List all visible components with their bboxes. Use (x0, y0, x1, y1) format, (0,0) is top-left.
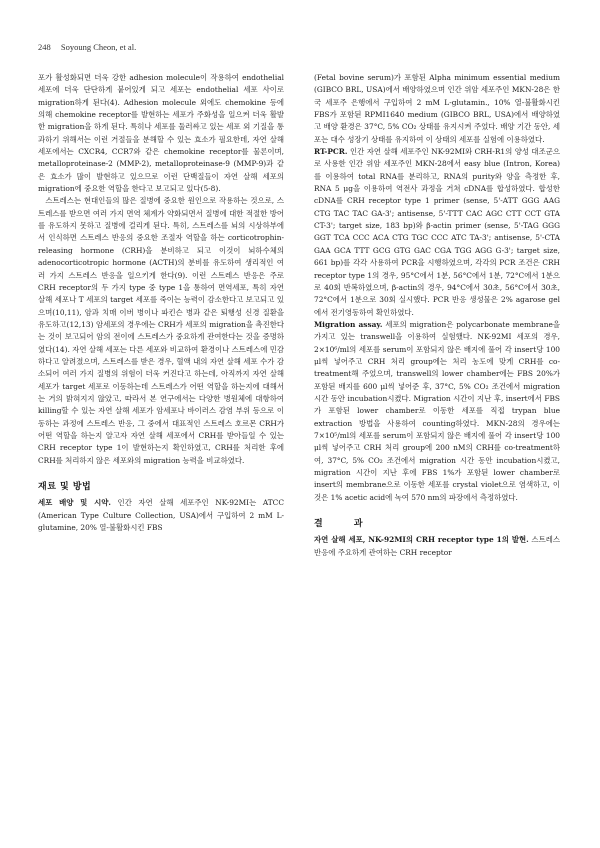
migration-text: 세포의 migration은 polycarbonate membrane을 가지고 있는 transwell을 이용하여 실험했다. NK-92MI 세포의 경우, 2×10⁶/ml의 세포를 serum이 포함되지 않은 배지에 풀어 각 insert당 100 μl씩 넣어주고 CRH 처리 group에는 처리 농도에 맞게 CRH를 co-treatment해 주었으며, transwell의 lower chamber에는 FBS 20%가 포함된 배지를 600 μl씩 넣어준 후, 37°C, 5% CO₂ 조건에서 migration 시간 동안 incubation시켰다. Migration 시간이 지난 후, insert에서 FBS가 포함된 lower chamber로 이동한 세포를 직접 trypan blue extraction 방법을 사용하여 counting하였다. MKN-28의 경우에는 7×10⁵/ml의 세포를 serum이 포함되지 않은 배지에 풀어 각 insert당 100 μl씩 넣어주고 CRH 처리 group에 200 nM의 CRH를 co-treatment하여, 37°C, 5% CO₂ 조건에서 migration 시간 동안 incubation시켰고, migration 시간이 지난 후에 FBS 1%가 포함된 lower chamber로 insert의 membrane으로 이동한 세포를 crystal violet으로 염색하고, 이것은 1% acetic acid에 녹여 570 nm의 파장에서 측정하였다. (314, 319, 560, 502)
results-heading: 결 과 (314, 519, 377, 530)
results-title: 자연 살해 세포, NK-92MI의 CRH receptor type 1의 발현. (314, 535, 529, 545)
results-paragraph (314, 534, 560, 559)
culture-title: 세포 배양 및 시약. (38, 498, 111, 508)
migration-title: Migration assay. (314, 319, 383, 329)
stress-paragraph: 스트레스는 현대인들의 많은 질병에 중요한 원인으로 작용하는 것으로, 스트레스를 받으면 여러 가지 면역 체계가 약화되면서 질병에 대한 적절한 방어를 유도하지 못하고 질병에 걸리게 된다. 특히, 스트레스를 뇌의 시상하부에서 인식하면 스트레스 반응의 중요한 조절자 역할을 하는 corticotrophin-releasing hormone (CRH)을 분비하고 되고 이것이 뇌하수체의 adenocorticotropic hormone (ACTH)의 분비를 유도하여 생리적인 여러 가지 스트레스 반응을 일으키게 한다(9). 이런 스트레스 반응은 주로 CRH receptor의 두 가지 type 중 type 1을 통하여 면역세포, 특히 자연 살해 세포나 T 세포의 target 세포를 죽이는 능력이 감소한다고 보고되고 있으며(10,11), 암과 치매 이버 병이나 파킨슨 병과 같은 퇴행성 신경 질환을 유도하고(12,13) 암세포의 경우에는 CRH가 세포의 migration을 촉진한다는 것이 보고되어 암의 전이에 스트레스가 중요하게 관여한다는 것을 증명하였다(14). 자연 살해 세포는 다른 세포와 비교하여 환경이나 스트레스에 민감하다고 알려졌으며, 스트레스를 받은 경우, 혈액 내의 자연 살해 세포 수가 감소되어 여러 가지 질병의 위험이 더욱 커진다고 하는데, 아직까지 자연 살해 세포가 target 세포로 이동하는데 스트레스가 어떤 역할을 하는지에 대해서는 거의 밝혀지지 않았고, 따라서 본 연구에서는 다양한 병원체에 대항하여 killing할 수 있는 자연 살해 세포가 암세포나 바이러스 감염 부위 등으로 이동하는 과정에 스트레스 반응, 그 중에서 대표적인 스트레스 호르몬 CRH가 어떤 역할을 하는지 알고자 자연 살해 세포에서 CRH를 받아들일 수 있는 CRH receptor type 1이 발현하는지 확인하였고, CRH를 처리한 후에 CRH를 처리하지 않은 세포와의 migration 능력을 비교하였다. (38, 196, 284, 465)
methods-heading: 재료 및 방법 (38, 482, 92, 492)
rtpcr-text: 인간 자연 살해 세포주인 NK-92MI와 CRH-R1의 양성 대조군으로 사용한 인간 위암 세포주인 MKN-28에서 easy blue (Intron, Korea)를 이용하여 total RNA를 분리하고, RNA의 purity와 양을 측정한 후, RNA 5 μg을 이용하여 역전사 과정을 거쳐 cDNA를 합성하였다. 합성한 cDNA를 CRH receptor type 1 primer (sense, 5'-ATT GGG AAG CTG TAC TAC GA-3'; antisense, 5'-TTT CAC AGC CTT CCT GTA CT-3'; target size, 183 bp)와 β-actin primer (sense, 5'-TAG GGG GGT TCA CCC ACA CTG TGC CCC ATC TA-3'; antisense, 5'-CTA GAA GCA TTT GCG GTG GAC CGA TGG AGG G-3'; target size, 661 bp)를 각각 사용하여 PCR을 시행하였으며, 각각의 PCR 조건은 CRH receptor type 1의 경우, 95°C에서 1분, 56°C에서 1분, 72°C에서 1분으로 40회 반복하였으며, β-actin의 경우, 94°C에서 30초, 56°C에서 30초, 72°C에서 1분으로 30회 실시했다. PCR 반응 생성물은 2% agarose gel에서 전기영동하여 확인하였다. (314, 147, 560, 317)
results-text: 스트레스 반응에 주요하게 관여하는 CRH receptor (314, 535, 560, 557)
running-header (38, 42, 136, 52)
rtpcr-title: RT-PCR. (314, 147, 348, 157)
intro-paragraph: 포가 활성화되면 더욱 강한 adhesion molecule이 작용하여 endothelial 세포에 더욱 단단하게 붙어있게 되고 세포는 endothelial 세포 사이로 migration하게 된다(4). Adhesion molecule 외에도 chemokine 등에 의해 chemokine receptor를 발현하는 세포가 주화성을 일으켜 더욱 활발한 migration을 하게 된다. 특히나 세포를 둘러싸고 있는 세포 외 기질을 통과하기 위해서는 이런 거절들을 분해할 수 있는 효소가 필요한데, 자연 살해 세포에서는 CXCR4, CCR7와 같은 chemokine receptor를 물론이며, metalloproteinase-2 (MMP-2), metalloproteinase-9 (MMP-9)과 같은 효소가 많이 발현하고 있으므로 이런 단백질들이 자연 살해 세포의 migration에 중요한 역할을 한다고 보고되고 있다(5-8). (38, 73, 284, 194)
right-column (314, 72, 560, 559)
culture-continued-paragraph: (Fetal bovine serum)가 포함된 Alpha minimum essential medium (GIBCO BRL, USA)에서 배양하였으며 인간 위암 세포주인 MKN-28은 한국 세포주 은행에서 구입하여 2 mM L-glutamin., 10% 열-불활화시킨 FBS가 포함된 RPMI1640 medium (GIBCO BRL, USA)에서 배양하였고 배양 환경은 37°C, 5% CO₂ 상태를 유지시켜 주었다. 배양 기간 동안, 세포는 대수 성장기 상태를 유지하여 이 상태의 세포를 실험에 이용하였다. (314, 73, 560, 144)
page-number: 248 (38, 42, 51, 52)
migration-paragraph (314, 319, 560, 504)
culture-text: 인간 자연 살해 세포주인 NK-92MI는 ATCC (American Type Culture Collection, USA)에서 구입하여 2 mM L-glutamine, 20% 열-불활화시킨 FBS (38, 498, 284, 533)
culture-paragraph (38, 497, 284, 534)
rtpcr-paragraph (314, 146, 560, 319)
running-title: Soyoung Cheon, et al. (60, 42, 137, 52)
left-column (38, 72, 284, 534)
